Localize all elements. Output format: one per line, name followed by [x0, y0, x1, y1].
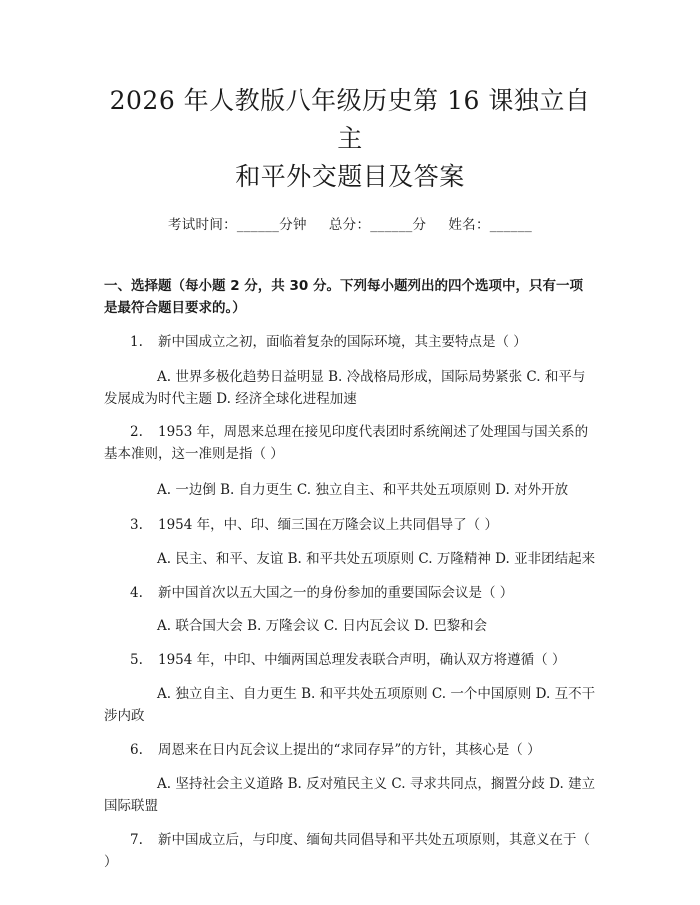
question-number: 7. [130, 832, 143, 848]
question-options: A. 独立自主、自力更生 B. 和平共处五项原则 C. 一个中国原则 D. 互不干涉内政 [104, 686, 596, 724]
title-line-2: 和平外交题目及答案 [235, 162, 465, 191]
question-options: A. 一边倒 B. 自力更生 C. 独立自主、和平共处五项原则 D. 对外开放 [157, 482, 569, 498]
section-heading: 一、选择题（每小题 2 分，共 30 分。下列每小题列出的四个选项中，只有一项是最符合题目要求的。） [104, 278, 583, 316]
page-title [104, 82, 596, 196]
question-options: A. 民主、和平、友谊 B. 和平共处五项原则 C. 万隆精神 D. 亚非团结起来 [157, 551, 596, 567]
question-stem: 1. 新中国成立之初，面临着复杂的国际环境，其主要特点是（ ） [104, 331, 596, 353]
question-options: A. 世界多极化趋势日益明显 B. 冷战格局形成，国际局势紧张 C. 和平与发展成为时代主题 D. 经济全球化进程加速 [104, 369, 586, 407]
question-stem: 3. 1954 年，中、印、缅三国在万隆会议上共同倡导了（ ） [104, 514, 596, 536]
question-stem: 7. 新中国成立后，与印度、缅甸共同倡导和平共处五项原则，其意义在于（ ） [104, 829, 596, 873]
exam-time-label: 考试时间：______分钟 [167, 217, 307, 233]
question-number: 2. [130, 424, 143, 440]
question-number: 6. [130, 742, 143, 758]
exam-page [104, 82, 596, 873]
question-number: 3. [130, 517, 143, 533]
question-stem: 6. 周恩来在日内瓦会议上提出的“求同存异”的方针，其核心是（ ） [104, 739, 596, 761]
question-stem: 4. 新中国首次以五大国之一的身份参加的重要国际会议是（ ） [104, 582, 596, 604]
question-number: 1. [130, 334, 143, 350]
total-score-label: 总分：______分 [328, 217, 427, 233]
question-options: A. 联合国大会 B. 万隆会议 C. 日内瓦会议 D. 巴黎和会 [157, 618, 488, 634]
question-number: 5. [130, 652, 143, 668]
exam-meta [104, 213, 596, 233]
question-options: A. 坚持社会主义道路 B. 反对殖民主义 C. 寻求共同点，搁置分歧 D. 建立国际联盟 [104, 776, 596, 814]
question-stem: 5. 1954 年，中印、中缅两国总理发表联合声明，确认双方将遵循（ ） [104, 649, 596, 671]
student-name-label: 姓名：______ [448, 217, 533, 233]
question-number: 4. [130, 585, 143, 601]
question-stem: 2. 1953 年，周恩来总理在接见印度代表团时系统阐述了处理国与国关系的基本准则，这一准则是指（ ） [104, 421, 596, 465]
title-line-1: 2026 年人教版八年级历史第 16 课独立自主 [109, 86, 591, 153]
